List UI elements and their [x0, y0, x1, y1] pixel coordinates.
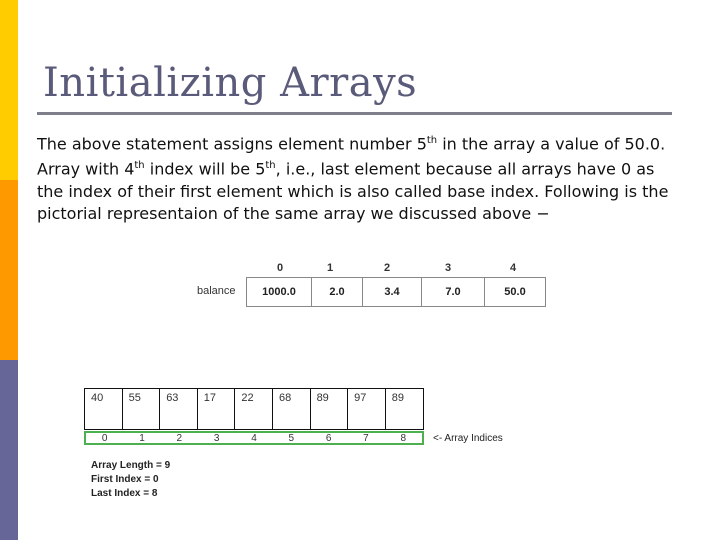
balance-index: 0 — [276, 262, 284, 274]
array-index-cell: 0 — [101, 433, 108, 444]
paragraph-part-3: index will be 5 — [144, 159, 266, 179]
array-indices-row — [84, 431, 424, 445]
array-index-cell: 2 — [176, 433, 183, 444]
array-value-cell: 63 — [160, 389, 198, 429]
accent-bar-purple — [0, 360, 18, 540]
balance-label: balance — [197, 285, 236, 297]
paragraph-sup-2: th — [134, 160, 145, 172]
array-values-row — [84, 388, 424, 430]
last-index-text: Last Index = 8 — [91, 488, 158, 499]
body-paragraph — [37, 130, 677, 225]
balance-cell: 7.0 — [422, 278, 485, 306]
array-value-cell: 68 — [273, 389, 311, 429]
balance-cell: 50.0 — [504, 286, 526, 298]
array-index-cell: 4 — [251, 433, 257, 444]
accent-bar-orange — [0, 180, 18, 360]
balance-cell: 2.0 — [312, 278, 363, 306]
accent-bar-yellow — [0, 0, 18, 180]
paragraph-sup-3: th — [265, 160, 276, 172]
paragraph-sup-1: th — [426, 135, 438, 146]
balance-index: 1 — [326, 262, 334, 274]
array-value-cell: 55 — [123, 389, 161, 429]
balance-index: 4 — [509, 262, 517, 274]
array-index-cell: 1 — [139, 433, 145, 444]
array-value-cell: 89 — [391, 392, 404, 404]
balance-index: 3 — [444, 262, 452, 274]
array-indices-note: <- Array Indices — [433, 433, 503, 444]
balance-cell: 1000.0 — [247, 278, 312, 306]
title-divider — [37, 112, 672, 115]
array-value-cell: 17 — [198, 389, 236, 429]
paragraph-part-4: , i.e., last element because all arrays have 0 as the index of their first element which is also called base index. Following is the pictorial representaion of the same array we discussed above − — [37, 159, 669, 223]
array-value-cell: 89 — [311, 389, 349, 429]
array-value-cell: 22 — [235, 389, 273, 429]
paragraph-part-1: The above statement assigns element number 5 — [37, 134, 427, 154]
array-value-cell: 97 — [348, 389, 386, 429]
array-index-cell: 7 — [363, 433, 369, 444]
paragraph-part-2: in the array a value of 50.0. Array with 4 — [37, 134, 666, 179]
array-length-text: Array Length = 9 — [91, 460, 171, 471]
balance-cell: 3.4 — [363, 278, 422, 306]
slide-title: Initializing Arrays — [43, 60, 418, 106]
array-index-cell: 8 — [400, 433, 407, 444]
array-index-cell: 6 — [325, 433, 332, 444]
first-index-text: First Index = 0 — [91, 474, 159, 485]
array-index-cell: 3 — [213, 433, 220, 444]
array-index-cell: 5 — [288, 433, 295, 444]
balance-index: 2 — [383, 262, 391, 274]
balance-array-box — [246, 277, 546, 307]
array-value-cell: 40 — [85, 389, 123, 429]
